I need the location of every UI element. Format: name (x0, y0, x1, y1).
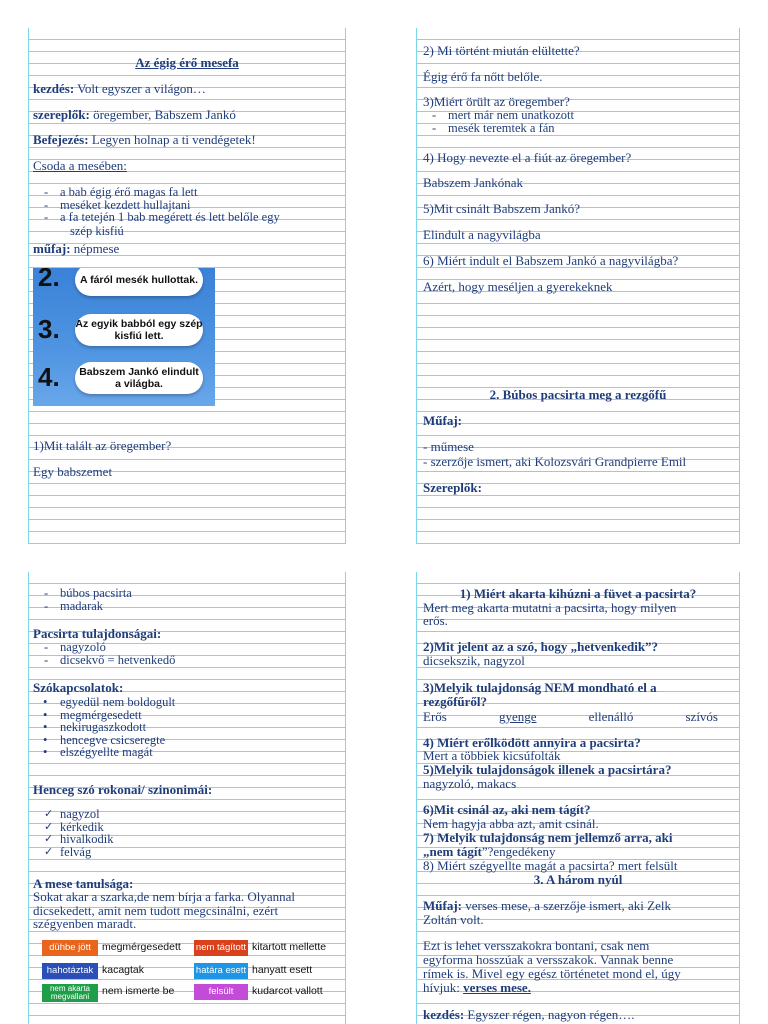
synonym-tag: dühbe jött (42, 940, 98, 956)
question-4: 4) Miért erőlködött annyira a pacsirta? (423, 735, 641, 750)
synonym-tag: határa esett (194, 963, 248, 979)
page-title: Az égig érő mesefa (135, 55, 239, 70)
synonym-tag (42, 984, 98, 1002)
tulajdonsagok-heading: Pacsirta tulajdonságai: (33, 626, 162, 641)
synonym-meaning: kacagtak (102, 964, 145, 976)
question-3: 3)Melyik tulajdonság NEM mondható el a (423, 680, 657, 695)
mufaj-label: Műfaj: (423, 413, 462, 428)
question-6: 6)Mit csinál az, aki nem tágít? (423, 802, 591, 817)
answer-2: Égig érő fa nőtt belőle. (423, 69, 543, 84)
szereplok-label: Szereplők: (423, 480, 482, 495)
synonym-meaning: nem ismerte be (102, 985, 175, 997)
answer-5: nagyzoló, makacs (423, 776, 517, 791)
synonym-legend-row (42, 940, 342, 958)
list-item: - a fa tetején 1 bab megérett és lett belőle egy (28, 211, 280, 224)
synonym-legend-row (42, 984, 342, 1002)
kezdes-line (33, 82, 206, 95)
answer-5: Elindult a nagyvilágba (423, 227, 541, 242)
szereplok-value: öregember, Babszem Jankó (89, 107, 236, 122)
question-1: 1)Mit talált az öregember? (33, 438, 172, 453)
list-item: - madarak (28, 600, 132, 613)
mufaj-continuation: Zoltán volt. (423, 912, 484, 927)
kezdes-value: Volt egyszer a világon… (74, 81, 206, 96)
list-item: - nagyzoló (28, 641, 175, 654)
kezdes-line (423, 1008, 635, 1021)
mufaj-line (423, 899, 671, 912)
list-item: - mert már nem unatkozott (416, 109, 574, 122)
befejezes-line (33, 133, 256, 146)
mufaj-item: - szerzője ismert, aki Kolozsvári Grandpierre Emil (423, 454, 687, 469)
kezdes-value: Egyszer régen, nagyon régen…. (464, 1007, 635, 1022)
synonym-meaning: kitartott mellette (252, 941, 327, 953)
synonym-tag: hahotáztak (42, 963, 98, 979)
kezdes-label: kezdés: (423, 1007, 465, 1022)
synonym-meaning: megmérgesedett (102, 941, 181, 953)
answer-4: Babszem Jankónak (423, 175, 524, 190)
tulajdonsagok-list (28, 641, 175, 666)
step-cloud: Az egyik babból egy szép kisfiú lett. (75, 314, 203, 346)
step-cloud: Babszem Jankó elindult a világba. (75, 362, 203, 394)
csoda-list (28, 186, 280, 224)
question-3: 3)Miért örült az öregember? (423, 94, 570, 109)
section-2-title: 2. Búbos pacsirta meg a rezgőfű (489, 387, 667, 402)
list-item: - meséket kezdett hullajtani (28, 199, 280, 212)
list-item: • elszégyellte magát (28, 746, 175, 759)
answer-6: Azért, hogy meséljen a gyerekeknek (423, 279, 613, 294)
step-number: 2. (38, 268, 60, 292)
mufaj-value: verses mese, a szerzője ismert, aki Zelk (462, 898, 671, 913)
answer-3-options (423, 710, 718, 723)
mufaj-item: - műmese (423, 439, 474, 454)
tanulsag-line: Sokat akar a szarka,de nem bírja a farka. Olyannal (33, 889, 296, 904)
question-7-continuation (423, 845, 555, 858)
question-6: 6) Miért indult el Babszem Jankó a nagyvilágba? (423, 253, 679, 268)
list-item: ✓ nagyzol (28, 808, 113, 821)
margin-line (28, 28, 29, 544)
notebook-page-2 (416, 28, 740, 544)
question-2: 2)Mit jelent az a szó, hogy „hetvenkedik”? (423, 639, 659, 654)
question-7-quote: „nem tágít (423, 844, 482, 859)
notebook-page-3 (28, 572, 346, 1024)
list-item: • nekirugaszkodott (28, 721, 175, 734)
mufaj-line (33, 242, 119, 255)
paragraph-line (423, 981, 531, 994)
list-item: • megmérgesedett (28, 709, 175, 722)
question-5: 5)Mit csinált Babszem Jankó? (423, 201, 581, 216)
answer-1-continuation: erős. (423, 613, 448, 628)
tanulsag-line: dicsekedett, amit nem tudott megcsinálni, ezért (33, 903, 279, 918)
answer-7: ”?engedékeny (481, 844, 556, 859)
mufaj-value: népmese (70, 241, 120, 256)
tanulsag-heading: A mese tanulsága: (33, 876, 134, 891)
paragraph-line: egyforma hosszúak a versszakok. Vannak benne (423, 952, 674, 967)
option-word: ellenálló (588, 709, 634, 724)
notebook-page-4 (416, 572, 740, 1024)
answer-1: Mert meg akarta mutatni a pacsirta, hogy milyen (423, 600, 677, 615)
kezdes-label: kezdés: (33, 81, 75, 96)
paragraph-line: rímek is. Mivel egy egész történetet mond el, úgy (423, 966, 681, 981)
story-step (33, 268, 215, 306)
szokapcsolatok-list (28, 696, 175, 759)
question-4: 4) Hogy nevezte el a fiút az öregember? (423, 150, 632, 165)
list-item: • hencegve csicseregte (28, 734, 175, 747)
question-2: 2) Mi történt miután elültette? (423, 43, 580, 58)
question-3-continuation: rezgőfűről? (423, 694, 488, 709)
synonym-legend-row (42, 963, 342, 981)
option-word-selected: gyenge (498, 709, 537, 724)
synonym-tag-line: nem akarta (49, 984, 91, 993)
option-word: szívós (685, 709, 718, 724)
befejezes-label: Befejezés: (33, 132, 89, 147)
szokapcsolatok-heading: Szókapcsolatok: (33, 680, 124, 695)
list-item: ✓ felvág (28, 846, 113, 859)
synonym-meaning: kudarcot vallott (252, 985, 323, 997)
synonym-tag-line: megvallani (50, 992, 90, 1001)
question-1: 1) Miért akarta kihúzni a füvet a pacsirta? (459, 586, 697, 601)
befejezes-value: Legyen holnap a ti vendégetek! (88, 132, 256, 147)
paragraph-emphasis: verses mese. (463, 980, 531, 995)
henceg-heading: Henceg szó rokonai/ szinonimái: (33, 782, 213, 797)
list-item-continuation: szép kisfiú (70, 224, 124, 238)
list-item: ✓ hivalkodik (28, 833, 113, 846)
answer-3-list (416, 109, 574, 134)
option-word: Erős (423, 709, 447, 724)
step-number: 4. (38, 362, 60, 392)
question-5: 5)Melyik tulajdonságok illenek a pacsirtára? (423, 762, 672, 777)
answer-6: Nem hagyja abba azt, amit csinál. (423, 816, 599, 831)
list-item: - mesék teremtek a fán (416, 122, 574, 135)
story-steps-image (33, 268, 215, 406)
story-step (33, 360, 215, 398)
paragraph-line: Ezt is lehet versszakokra bontani, csak nem (423, 938, 650, 953)
mufaj-label: műfaj: (33, 241, 71, 256)
list-item: - dicsekvő = hetvenkedő (28, 654, 175, 667)
question-7: 7) Melyik tulajdonság nem jellemző arra, aki (423, 830, 673, 845)
paragraph-text: hívjuk: (423, 980, 464, 995)
question-8: 8) Miért szégyellte magát a pacsirta? mert felsült (423, 858, 678, 873)
step-number: 3. (38, 314, 60, 344)
szereplo-list (28, 587, 132, 612)
list-item: ✓ kérkedik (28, 821, 113, 834)
list-item: • egyedül nem boldogult (28, 696, 175, 709)
synonym-tag: nem tágított (194, 940, 248, 956)
answer-4: Mert a többiek kicsúfolták (423, 748, 561, 763)
notebook-page-1 (28, 28, 346, 544)
answer-2: dicsekszik, nagyzol (423, 653, 525, 668)
synonym-tag: felsült (194, 984, 248, 1000)
szereplok-label: szereplők: (33, 107, 90, 122)
mufaj-label: Műfaj: (423, 898, 462, 913)
list-item: - a bab égig érő magas fa lett (28, 186, 280, 199)
synonym-meaning: hanyatt esett (252, 964, 313, 976)
section-3-title: 3. A három nyúl (533, 872, 623, 887)
step-cloud: A fáról mesék hullottak. (75, 268, 203, 296)
story-step (33, 312, 215, 350)
csoda-heading: Csoda a mesében: (33, 158, 127, 173)
list-item: - búbos pacsirta (28, 587, 132, 600)
answer-1: Egy babszemet (33, 464, 113, 479)
tanulsag-line: szégyenben maradt. (33, 916, 137, 931)
henceg-list (28, 808, 113, 858)
szereplok-line (33, 108, 236, 121)
